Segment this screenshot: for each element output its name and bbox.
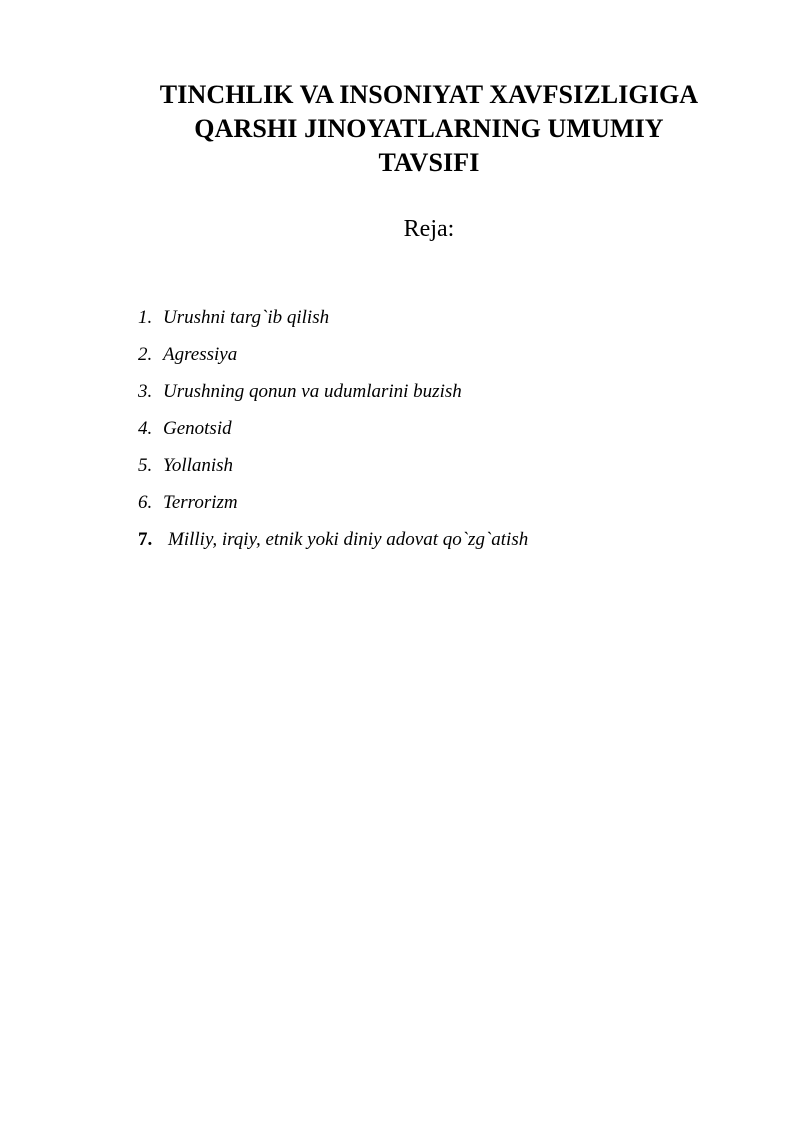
title-line: TINCHLIK VA INSONIYAT XAVFSIZLIGIGA	[159, 80, 699, 109]
plan-item-text: Yollanish	[163, 455, 234, 476]
plan-item-text: Urushni targ`ib qilish	[163, 307, 330, 328]
plan-item	[138, 306, 528, 343]
plan-item-text: Terrorizm	[163, 492, 238, 513]
plan-item-number: 4.	[138, 418, 153, 439]
plan-item-text: Urushning qonun va udumlarini buzish	[163, 381, 462, 402]
plan-list	[138, 306, 528, 565]
plan-item-text: Genotsid	[163, 418, 232, 439]
plan-item-number: 6.	[138, 492, 153, 513]
title-line: TAVSIFI	[378, 148, 480, 177]
plan-item	[138, 343, 528, 380]
plan-item	[138, 491, 528, 528]
plan-item	[138, 417, 528, 454]
plan-item-number: 3.	[138, 381, 153, 402]
plan-item	[138, 454, 528, 491]
document-title	[108, 78, 750, 180]
title-line: QARSHI JINOYATLARNING UMUMIY	[194, 114, 664, 143]
plan-heading: Reja:	[403, 216, 455, 242]
plan-item-number: 2.	[138, 344, 153, 365]
plan-item-number: 1.	[138, 307, 153, 328]
plan-item-text: Milliy, irqiy, etnik yoki diniy adovat qo`zg`atish	[168, 529, 529, 550]
plan-item	[138, 528, 528, 565]
plan-item-number: 5.	[138, 455, 153, 476]
plan-item-text: Agressiya	[163, 344, 238, 365]
plan-item	[138, 380, 528, 417]
plan-item-number: 7.	[138, 529, 153, 550]
